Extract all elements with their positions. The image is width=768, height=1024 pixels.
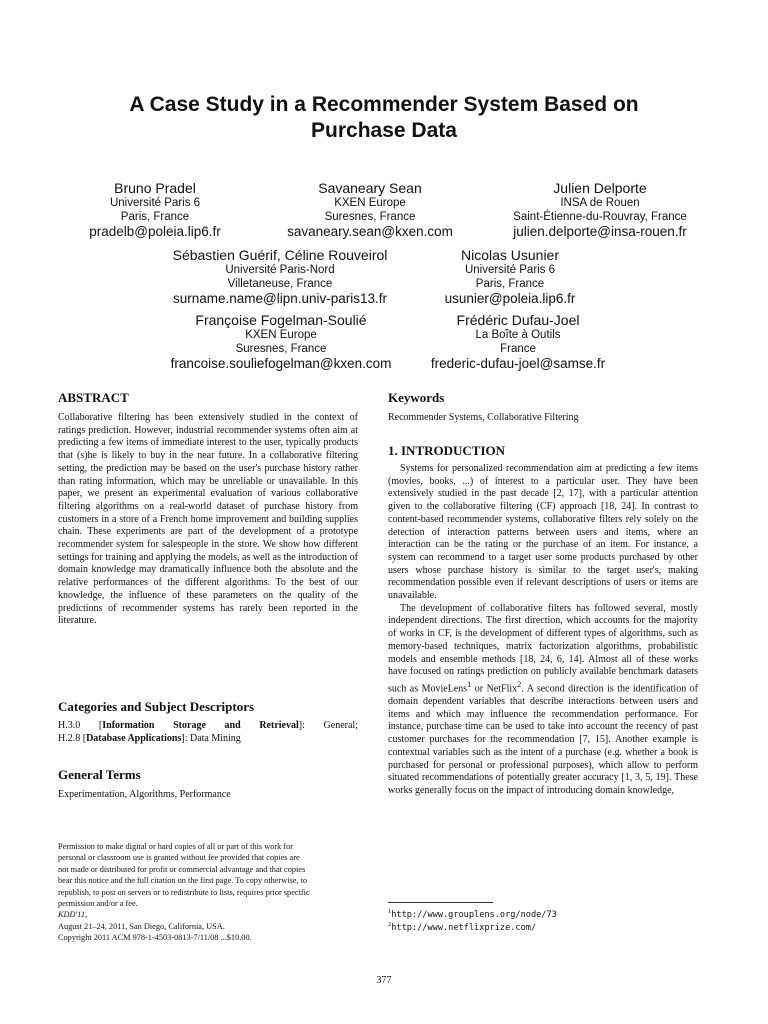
footnote-number: 2 xyxy=(388,921,392,928)
general-terms-heading: General Terms xyxy=(58,767,141,782)
introduction-body xyxy=(388,463,698,893)
title-line-1: A Case Study in a Recommender System Based on xyxy=(129,93,639,116)
footnote-2 xyxy=(388,919,698,934)
keywords-body xyxy=(388,412,698,425)
page-number: 377 xyxy=(376,975,392,986)
author-block-sean xyxy=(250,180,490,240)
footnote-url[interactable]: http://www.netflixprize.com/ xyxy=(391,922,537,933)
author-block-dufau-joel xyxy=(408,312,628,372)
author-name: Frédéric Dufau-Joel xyxy=(456,312,580,328)
category-subject: ]: General; xyxy=(298,720,358,731)
abstract-body xyxy=(58,412,358,682)
author-location: France xyxy=(500,343,536,355)
category-code: H.3.0 [ xyxy=(58,720,103,731)
author-name: Savaneary Sean xyxy=(318,180,422,196)
author-location: Suresnes, France xyxy=(324,211,416,223)
author-name: Julien Delporte xyxy=(553,180,647,196)
author-affiliation: Université Paris 6 xyxy=(464,264,556,276)
footnote-mark: 2 xyxy=(517,679,522,689)
footnote-mark: 1 xyxy=(467,679,472,689)
general-terms-text: Experimentation, Algorithms, Performance xyxy=(58,789,231,800)
categories-body xyxy=(58,720,358,745)
category-subject: ]: Data Mining xyxy=(181,732,241,744)
author-email: frederic-dufau-joel@samse.fr xyxy=(430,356,606,371)
permission-line: not made or distributed for profit or commercial advantage and that copies xyxy=(58,864,306,874)
footnote-url[interactable]: http://www.grouplens.org/node/73 xyxy=(391,909,557,920)
permission-line: personal or classroom use is granted without fee provided that copies are xyxy=(58,853,300,863)
author-email: savaneary.sean@kxen.com xyxy=(287,224,453,239)
author-name: Bruno Pradel xyxy=(114,180,196,196)
author-block-delporte xyxy=(470,180,730,240)
intro-text-part: The development of collaborative filters has followed several, mostly independent directions. The first direction, which accounts for the majority of works in CF, is the development of different types of algorithms, such as memory-based techniques, matrix factorization algorithms, probabilistic models and ensemble methods [18, 24, 6, 14]. Almost all of these works have focused on ratings prediction on publicly available benchmark datasets such as MovieLens xyxy=(388,602,698,695)
venue-line xyxy=(58,909,358,932)
categories-heading: Categories and Subject Descriptors xyxy=(58,699,255,714)
permission-line: bear this notice and the full citation on the first page. To copy otherwise, to xyxy=(58,876,308,886)
category-title: Information Storage and Retrieval xyxy=(102,720,299,731)
author-location: Paris, France xyxy=(120,211,190,223)
author-name: Françoise Fogelman-Soulié xyxy=(195,312,367,328)
category-line-1 xyxy=(58,720,358,733)
intro-text-part: or NetFlix xyxy=(471,683,518,695)
author-affiliation: Université Paris-Nord xyxy=(225,264,335,276)
author-block-usunier xyxy=(410,247,610,307)
keywords-text: Recommender Systems, Collaborative Filtering xyxy=(388,412,579,423)
paper-title xyxy=(60,92,708,144)
author-location: Saint-Étienne-du-Rouvray, France xyxy=(513,211,687,223)
author-affiliation: La Boîte à Outils xyxy=(475,329,561,341)
intro-paragraph-1: Systems for personalized recommendation aim at predicting a few items (movies, books, ...) of interest to a particular user. They have been extensively studied in the past decade [2, 17], with a particular attention given to the collaborative filtering (CF) approach [18, 24]. In contrast to content-based recommender systems, collaborative filters rely solely on the detection of interaction patterns between users and items, where an interaction can be the rating or the purchase of an item. For instance, a system can recommend to a target user some products purchased by other users whose purchase history is similar to the target user's, making recommendation possible even if relevant descriptions of users or items are unavailable. xyxy=(388,463,698,602)
category-code: H.2.8 [ xyxy=(58,732,87,744)
author-email: pradelb@poleia.lip6.fr xyxy=(89,224,221,239)
footnote-divider xyxy=(388,902,493,903)
author-email: julien.delporte@insa-rouen.fr xyxy=(513,224,687,239)
permission-line: republish, to post on servers or to redistribute to lists, requires prior specific xyxy=(58,887,310,897)
author-location: Villetaneuse, France xyxy=(227,278,333,290)
author-affiliation: INSA de Rouen xyxy=(560,197,640,209)
venue-name: KDD'11, xyxy=(58,910,88,920)
author-block-pradel xyxy=(40,180,270,240)
author-name: Sébastien Guérif, Céline Rouveirol xyxy=(172,247,388,263)
permission-line: Permission to make digital or hard copies of all or part of this work for xyxy=(58,842,294,851)
abstract-paragraph: Collaborative filtering has been extensively studied in the context of ratings prediction. However, industrial recommender systems often aim at predicting a few items of immediate interest to the user, typically products that (s)he is likely to buy in the near future. In a collaborative filtering setting, the prediction may be based on the user's purchase history rather than rating information, which may be unreliable or unavailable. In this paper, we present an experimental evaluation of various collaborative filtering algorithms on a real-world dataset of purchase history from customers in a store of a French home improvement and building supplies chain. These experiments are part of the development of a prototype recommender system for salespeople in the store. We show how different settings for training and applying the models, as well as the introduction of domain knowledge may dramatically influence both the absolute and the relative performances of the different algorithms. To the best of our knowledge, the influence of these parameters on the quality of the predictions of recommender systems has rarely been reported in the literature. xyxy=(58,412,358,627)
general-terms-body xyxy=(58,789,358,802)
introduction-heading: 1. INTRODUCTION xyxy=(388,443,506,458)
permission-line: permission and/or a fee. xyxy=(58,899,138,909)
author-location: Suresnes, France xyxy=(235,343,327,355)
author-block-guerif-rouveirol xyxy=(150,247,410,307)
author-email: surname.name@lipn.univ-paris13.fr xyxy=(172,291,388,306)
footnote-number: 1 xyxy=(388,908,392,915)
intro-text-part: . A second direction is the identification of domain dependent variables that describe interactions between users and items and which may influence the recommendation performance. For instance, purchase time can be used to take into account the recency of past customer purchases for the recommendation [7, 15]. Another example is contextual variables such as the intent of a purchase (e.g. whether a book is purchased for personal or professional purposes), which allow to perform situated recommendations of potentially greater accuracy [1, 3, 5, 19]. These works generally focus on the impact of introducing domain knowledge, xyxy=(388,683,698,796)
copyright-line: Copyright 2011 ACM 978-1-4503-0813-7/11/08 ...$10.00. xyxy=(58,933,252,943)
category-line-2 xyxy=(58,733,358,746)
author-location: Paris, France xyxy=(475,278,545,290)
category-title: Database Applications xyxy=(86,732,182,744)
author-affiliation: Université Paris 6 xyxy=(109,197,201,209)
author-email: francoise.souliefogelman@kxen.com xyxy=(170,356,392,371)
author-name: Nicolas Usunier xyxy=(460,247,560,263)
author-block-fogelman-soulie xyxy=(150,312,412,372)
venue-details: August 21–24, 2011, San Diego, California, USA. xyxy=(58,921,225,931)
intro-paragraph-2 xyxy=(388,603,698,798)
title-line-2: Purchase Data xyxy=(311,119,457,142)
permission-notice xyxy=(58,841,358,944)
keywords-heading: Keywords xyxy=(388,390,445,405)
author-affiliation: KXEN Europe xyxy=(334,197,406,209)
abstract-heading: ABSTRACT xyxy=(58,390,129,405)
author-affiliation: KXEN Europe xyxy=(245,329,317,341)
author-email: usunier@poleia.lip6.fr xyxy=(444,291,576,306)
